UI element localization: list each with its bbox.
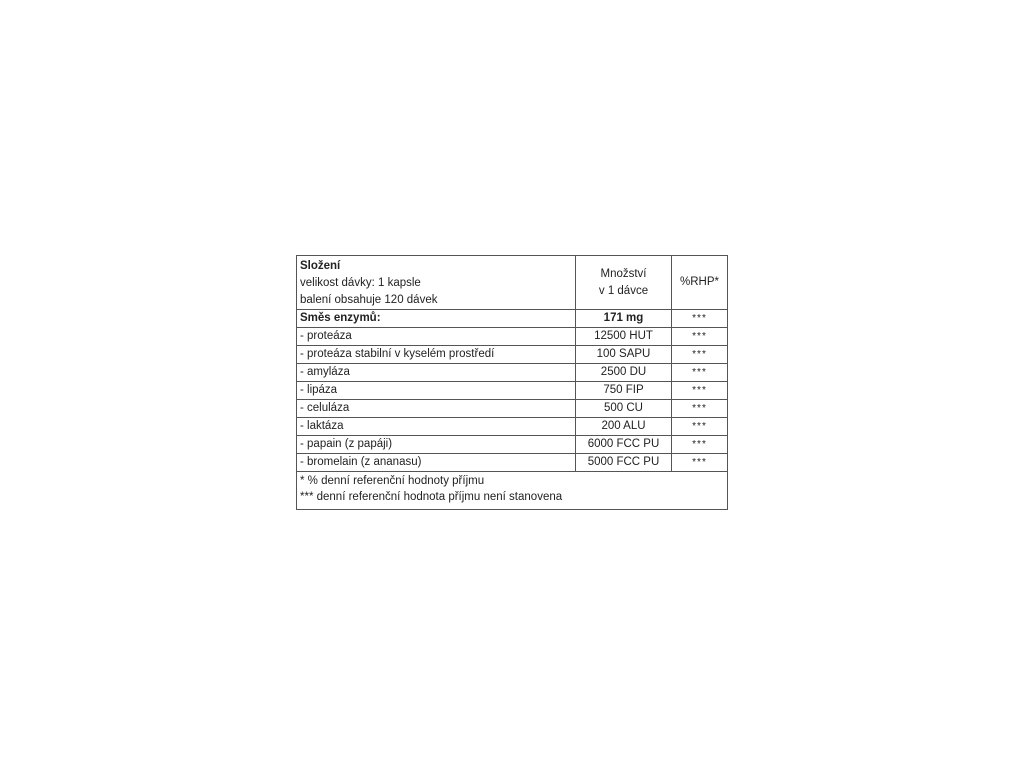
ingredient-qty: 750 FIP — [576, 382, 672, 400]
ingredient-name: - proteáza — [297, 328, 576, 346]
qty-header-line1: Množství — [600, 267, 647, 280]
table-row — [297, 382, 728, 400]
table-row — [297, 328, 728, 346]
ingredient-rhp: *** — [672, 454, 728, 472]
footnote-rhp: * % denní referenční hodnoty příjmu — [300, 475, 485, 487]
table-row — [297, 364, 728, 382]
ingredient-rhp: *** — [672, 346, 728, 364]
table-row — [297, 436, 728, 454]
ingredient-name: - laktáza — [297, 418, 576, 436]
enzyme-blend-rhp: *** — [672, 310, 728, 328]
enzyme-blend-qty: 171 mg — [576, 310, 672, 328]
enzyme-blend-name: Směs enzymů: — [297, 310, 576, 328]
table-row — [297, 454, 728, 472]
ingredient-qty: 200 ALU — [576, 418, 672, 436]
ingredient-qty: 2500 DU — [576, 364, 672, 382]
ingredient-rhp: *** — [672, 400, 728, 418]
ingredient-qty: 100 SAPU — [576, 346, 672, 364]
ingredient-qty: 500 CU — [576, 400, 672, 418]
rhp-header-cell: %RHP* — [672, 256, 728, 310]
ingredient-name: - papain (z papáji) — [297, 436, 576, 454]
ingredient-qty: 5000 FCC PU — [576, 454, 672, 472]
ingredient-name: - proteáza stabilní v kyselém prostředí — [297, 346, 576, 364]
ingredient-rhp: *** — [672, 382, 728, 400]
footnotes-cell — [297, 472, 728, 510]
ingredient-qty: 12500 HUT — [576, 328, 672, 346]
ingredient-rhp: *** — [672, 364, 728, 382]
ingredient-name: - celuláza — [297, 400, 576, 418]
header-name-cell — [297, 256, 576, 310]
ingredient-name: - lipáza — [297, 382, 576, 400]
table-row — [297, 400, 728, 418]
table-row — [297, 346, 728, 364]
ingredient-qty: 6000 FCC PU — [576, 436, 672, 454]
ingredient-rhp: *** — [672, 418, 728, 436]
ingredient-name: - bromelain (z ananasu) — [297, 454, 576, 472]
table-row-total — [297, 310, 728, 328]
qty-header-line2: v 1 dávce — [598, 284, 649, 297]
dose-size-text: velikost dávky: 1 kapsle — [300, 277, 421, 289]
ingredient-name: - amyláza — [297, 364, 576, 382]
footnotes-row — [297, 472, 728, 510]
package-count-text: balení obsahuje 120 dávek — [300, 294, 438, 306]
ingredient-rhp: *** — [672, 436, 728, 454]
table-row — [297, 418, 728, 436]
footnote-not-established: *** denní referenční hodnota příjmu není stanovena — [300, 491, 563, 503]
composition-panel — [296, 255, 727, 510]
header-row — [297, 256, 728, 310]
header-qty-cell — [576, 256, 672, 310]
ingredient-rhp: *** — [672, 328, 728, 346]
table-title: Složení — [300, 260, 341, 272]
composition-table — [296, 255, 728, 510]
